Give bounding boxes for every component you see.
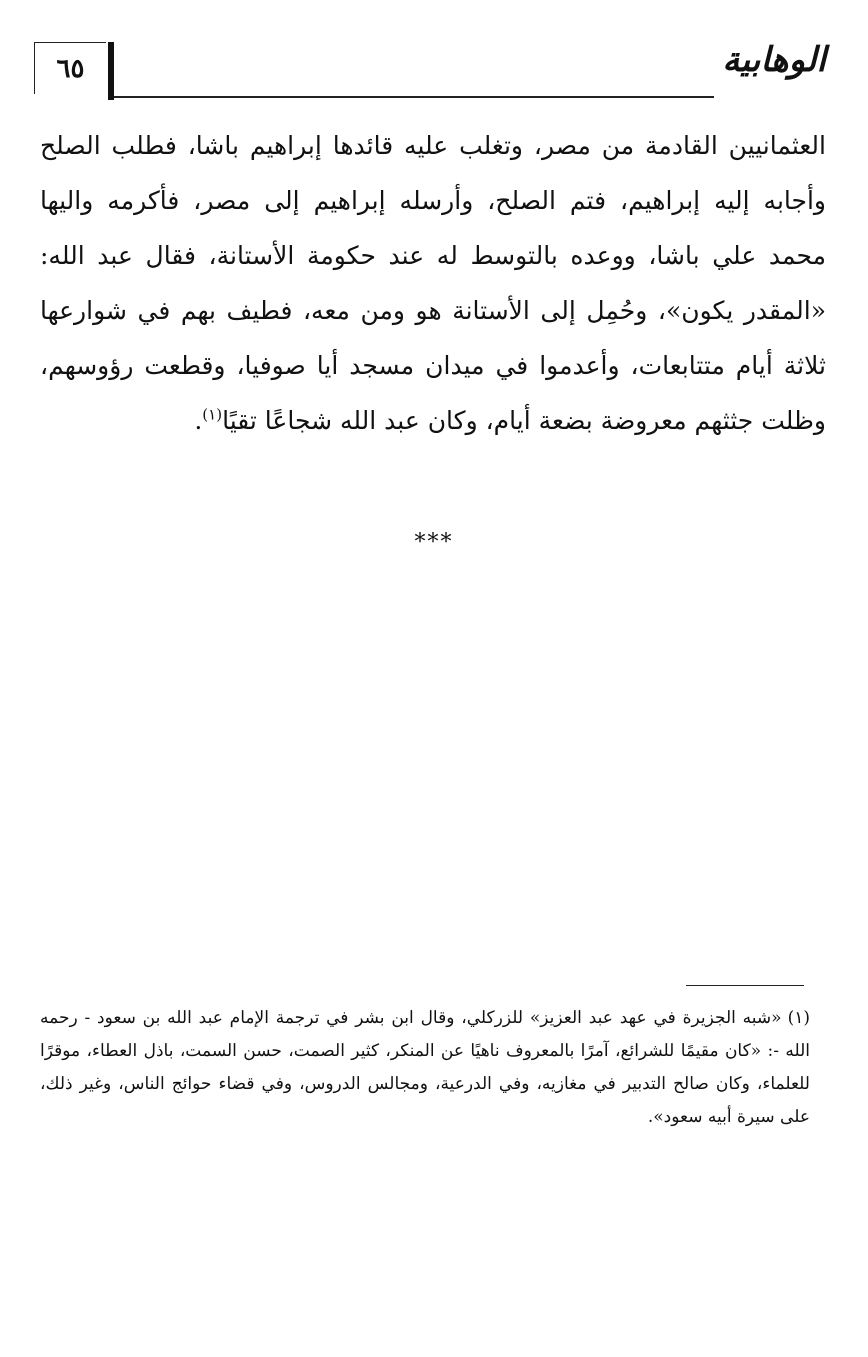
paragraph-end: . xyxy=(194,406,203,435)
footnote-marker: (١) xyxy=(787,1008,810,1028)
main-paragraph xyxy=(40,118,826,448)
footnote-text: «شبه الجزيرة في عهد عبد العزيز» للزركلي، وقال ابن بشر في ترجمة الإمام عبد الله بن سعود - رحمه الله -: «كان مقيمًا للشرائع، آمرًا بالمعروف ناهيًا عن المنكر، كثير الصمت، حسن السمت، باذل العطاء، موقرًا للعلماء، وكان صالح التدبير في مغازيه، وفي الدرعية، ومجالس الدروس، وفي قضاء حوائج الناس، وغير ذلك، على سيرة أبيه سعود». xyxy=(40,1008,810,1127)
page-header xyxy=(30,38,826,102)
footnote xyxy=(40,1002,810,1134)
section-separator: *** xyxy=(414,530,454,555)
footnote-rule xyxy=(686,985,804,986)
header-divider-bar xyxy=(108,42,114,100)
running-title: الوهابية xyxy=(722,40,826,80)
page-number: ٦٥ xyxy=(34,42,106,94)
header-rule xyxy=(114,96,714,98)
footnote-reference: (١) xyxy=(202,405,223,424)
main-paragraph-text: العثمانيين القادمة من مصر، وتغلب عليه قائدها إبراهيم باشا، فطلب الصلح وأجابه إليه إبراهيم، فتم الصلح، وأرسله إبراهيم إلى مصر، فأكرمه واليها محمد علي باشا، ووعده بالتوسط له عند حكومة الأستانة، فقال عبد الله: «المقدر يكون»، وحُمِل إلى الأستانة هو ومن معه، فطيف بهم في شوارعها ثلاثة أيام متتابعات، وأعدموا في ميدان مسجد أيا صوفيا، وقطعت رؤوسهم، وظلت جثثهم معروضة بضعة أيام، وكان عبد الله شجاعًا تقيًا xyxy=(40,131,826,435)
